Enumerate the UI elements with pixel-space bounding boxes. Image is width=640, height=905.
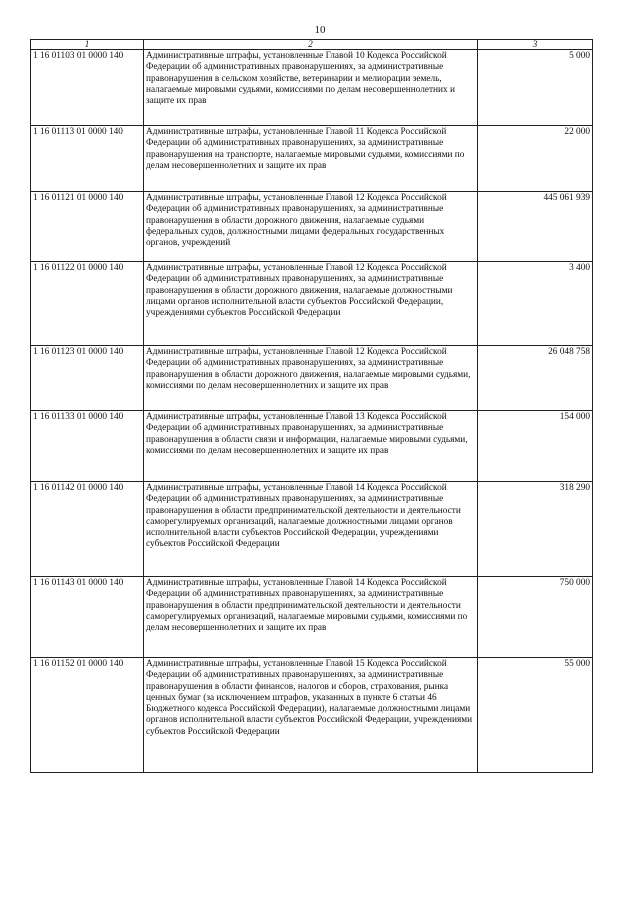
row-amount: 55 000	[478, 658, 593, 773]
row-amount: 154 000	[478, 411, 593, 482]
row-code: 1 16 01142 01 0000 140	[31, 482, 144, 577]
row-amount: 3 400	[478, 262, 593, 346]
row-amount: 22 000	[478, 126, 593, 192]
row-amount: 5 000	[478, 50, 593, 126]
row-description: Административные штрафы, установленные Главой 15 Кодекса Российской Федерации об административных правонарушениях, за административные правонарушения в области финансов, налогов и сборов, страхования, рынка ценных бумаг (за исключением штрафов, указанных в пункте 6 статьи 46 Бюджетного кодекса Российской Федерации), налагаемые должностными лицами органов исполнительной власти субъектов Российской Федерации, учреждениями субъектов Российской Федерации	[144, 658, 478, 773]
row-amount: 318 290	[478, 482, 593, 577]
row-code: 1 16 01152 01 0000 140	[31, 658, 144, 773]
table-row	[31, 411, 593, 482]
row-description: Административные штрафы, установленные Главой 12 Кодекса Российской Федерации об административных правонарушениях, за административные правонарушения в области дорожного движения, налагаемые мировыми судьями, комиссиями по делам несовершеннолетних и защите их прав	[144, 346, 478, 411]
row-code: 1 16 01122 01 0000 140	[31, 262, 144, 346]
row-description: Административные штрафы, установленные Главой 10 Кодекса Российской Федерации об административных правонарушениях, за административные правонарушения в сельском хозяйстве, ветеринарии и мелиорации земель, налагаемые мировыми судьями, комиссиями по делам несовершеннолетних и защите их прав	[144, 50, 478, 126]
row-code: 1 16 01123 01 0000 140	[31, 346, 144, 411]
table-row	[31, 126, 593, 192]
header-column-2: 2	[144, 40, 478, 50]
table-row	[31, 577, 593, 658]
table-row	[31, 262, 593, 346]
row-description: Административные штрафы, установленные Главой 12 Кодекса Российской Федерации об административных правонарушениях, за административные правонарушения в области дорожного движения, налагаемые должностными лицами органов исполнительной власти субъектов Российской Федерации, учреждениями субъектов Российской Федерации	[144, 262, 478, 346]
table-row	[31, 658, 593, 773]
row-description: Административные штрафы, установленные Главой 11 Кодекса Российской Федерации об административных правонарушениях, за административные правонарушения на транспорте, налагаемые мировыми судьями, комиссиями по делам несовершеннолетних и защите их прав	[144, 126, 478, 192]
row-code: 1 16 01143 01 0000 140	[31, 577, 144, 658]
table-row	[31, 50, 593, 126]
row-amount: 445 061 939	[478, 192, 593, 262]
row-code: 1 16 01121 01 0000 140	[31, 192, 144, 262]
row-description: Административные штрафы, установленные Главой 14 Кодекса Российской Федерации об административных правонарушениях, за административные правонарушения в области предпринимательской деятельности и деятельности саморегулируемых организаций, налагаемые мировыми судьями, комиссиями по делам несовершеннолетних и защите их прав	[144, 577, 478, 658]
table-row	[31, 482, 593, 577]
header-column-3: 3	[478, 40, 593, 50]
row-amount: 26 048 758	[478, 346, 593, 411]
header-column-1: 1	[31, 40, 144, 50]
row-amount: 750 000	[478, 577, 593, 658]
row-description: Административные штрафы, установленные Главой 12 Кодекса Российской Федерации об административных правонарушениях, за административные правонарушения в области дорожного движения, налагаемые судьями федеральных судов, должностными лицами федеральных государственных органов, учреждений	[144, 192, 478, 262]
table-row	[31, 346, 593, 411]
row-code: 1 16 01133 01 0000 140	[31, 411, 144, 482]
row-description: Административные штрафы, установленные Главой 14 Кодекса Российской Федерации об административных правонарушениях, за административные правонарушения в области предпринимательской деятельности и деятельности саморегулируемых организаций, налагаемые должностными лицами органов исполнительной власти субъектов Российской Федерации, учреждениями субъектов Российской Федерации	[144, 482, 478, 577]
page-number: 10	[314, 24, 326, 36]
row-description: Административные штрафы, установленные Главой 13 Кодекса Российской Федерации об административных правонарушениях, за административные правонарушения в области связи и информации, налагаемые мировыми судьями, комиссиями по делам несовершеннолетних и защите их прав	[144, 411, 478, 482]
row-code: 1 16 01103 01 0000 140	[31, 50, 144, 126]
budget-table	[30, 39, 593, 773]
table-header-row	[31, 40, 593, 50]
row-code: 1 16 01113 01 0000 140	[31, 126, 144, 192]
table-row	[31, 192, 593, 262]
